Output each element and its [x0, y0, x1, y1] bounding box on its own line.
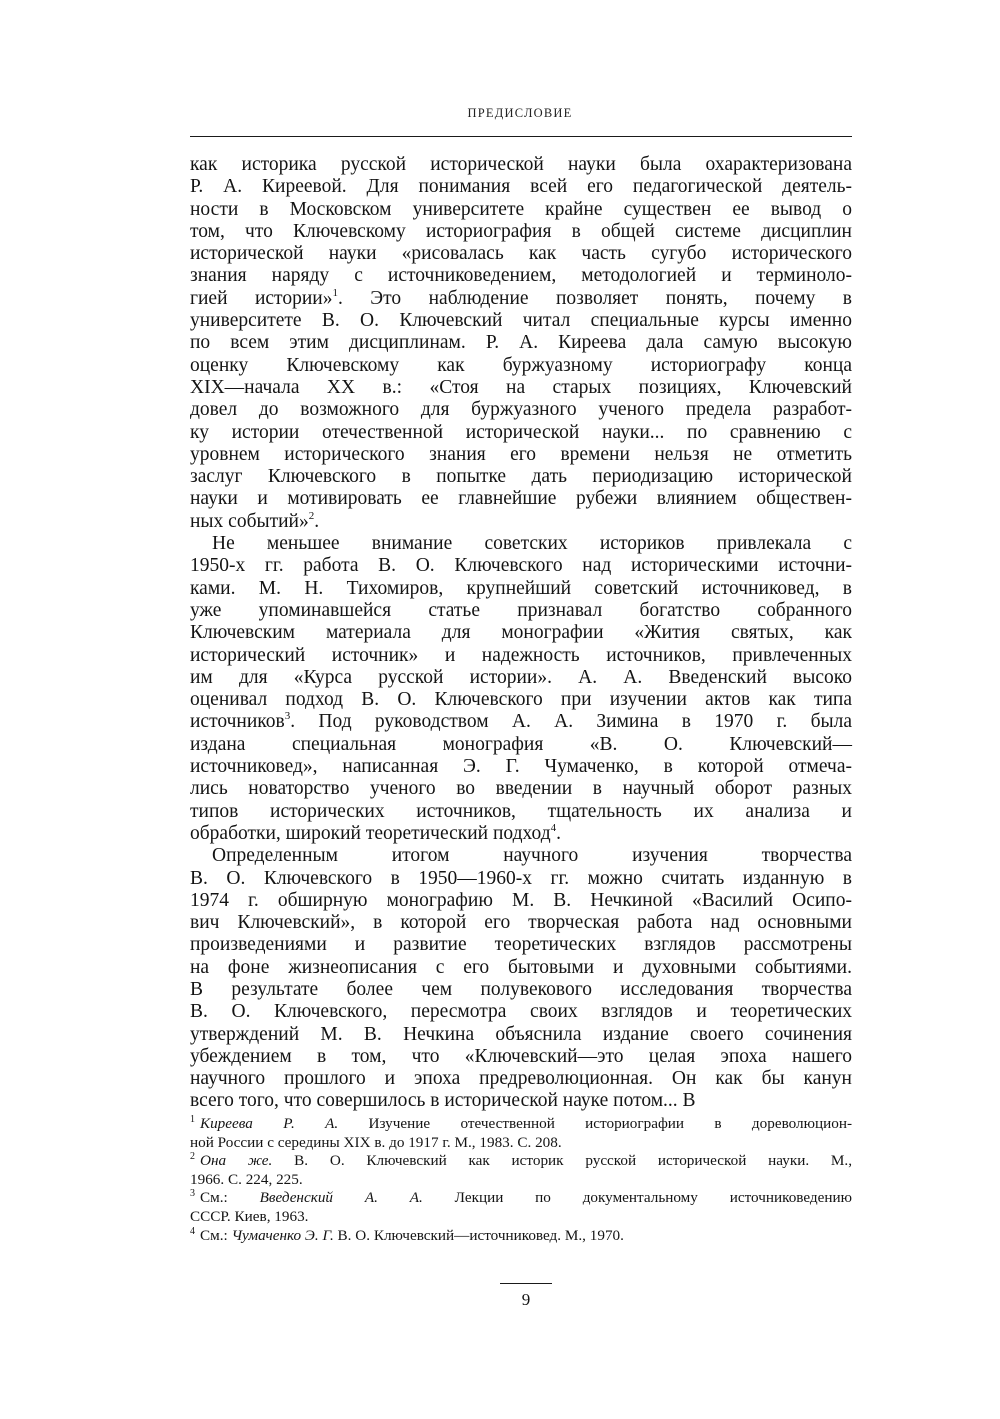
text-line	[190, 912, 852, 934]
text-line	[190, 667, 852, 689]
footnote-line	[190, 1171, 852, 1190]
text-line	[190, 288, 852, 310]
line-text: знания наряду с источниковедением, методологией и терминоло-	[190, 265, 852, 287]
line-text: вич Ключевский», в которой его творческая работа над основными	[190, 912, 852, 934]
footnote-line	[190, 1115, 852, 1134]
body-text	[190, 154, 852, 1113]
text-line	[190, 689, 852, 711]
footnote-prefix: См.:	[200, 1226, 228, 1244]
line-text: науки и мотивировать ее главнейшие рубежи влиянием обществен-	[190, 488, 852, 510]
line-text: на фоне жизнеописания с его бытовыми и духовными событиями.	[190, 956, 852, 978]
line-text: типов исторических источников, тщательность их анализа и	[190, 800, 852, 822]
line-text: 1950-х гг. работа В. О. Ключевского над историческими источни-	[190, 555, 852, 577]
text-line	[190, 533, 852, 555]
text-line	[190, 957, 852, 979]
line-text: всего того, что совершилось в исторической науке потом... В	[190, 1090, 696, 1112]
line-text: Определенным итогом научного изучения творчества	[212, 845, 852, 867]
text-line	[190, 801, 852, 823]
footnote-author: Она же.	[200, 1152, 273, 1170]
text-line	[190, 488, 852, 510]
line-text: ку истории отечественной исторической науки... по сравнению с	[190, 421, 852, 443]
line-text: XIX—начала XX в.: «Стоя на старых позициях, Ключевский	[190, 376, 852, 398]
text-line	[190, 332, 852, 354]
page-number-rule	[500, 1283, 552, 1284]
line-text: исторической науки «рисовалась как часть сугубо исторического	[190, 243, 852, 265]
line-text: ных событий»	[190, 510, 309, 532]
text-line	[190, 778, 852, 800]
line-text: В результате более чем полувекового исследования творчества	[190, 978, 852, 1000]
text-line	[190, 466, 852, 488]
line-text: источниковед», написанная Э. Г. Чумаченко, в которой отмеча-	[190, 756, 852, 778]
text-line	[190, 199, 852, 221]
text-line	[190, 823, 852, 845]
footnote-text: В. О. Ключевский—источниковед. М., 1970.	[337, 1226, 624, 1244]
line-text: заслуг Ключевского в попытке дать периодизацию исторической	[190, 466, 852, 488]
line-text: источников	[190, 711, 285, 733]
line-text: как историка русской исторической науки была охарактеризована	[190, 154, 852, 175]
line-text: обработки, широкий теоретический подход	[190, 822, 551, 844]
line-text: убеждением в том, что «Ключевский—это целая эпоха нашего	[190, 1045, 852, 1067]
text-line	[190, 734, 852, 756]
footnote-reference[interactable]: 1	[332, 286, 338, 299]
text-line	[190, 645, 852, 667]
footnote-reference[interactable]: 2	[308, 509, 315, 522]
line-text: В. О. Ключевского в 1950—1960-х гг. можно считать изданную в	[190, 867, 852, 889]
text-line	[190, 377, 852, 399]
footnotes	[190, 1115, 852, 1245]
line-text: ками. М. Н. Тихомиров, крупнейший советский источниковед, в	[190, 577, 852, 599]
text-line	[190, 511, 852, 533]
footnote-text: Лекции по документальному источниковедению	[454, 1189, 852, 1207]
text-line	[190, 845, 852, 867]
text-line	[190, 422, 852, 444]
line-text-tail: . Под руководством А. А. Зимина в 1970 г. была	[290, 711, 852, 733]
footnote-line	[190, 1208, 852, 1227]
footnote-text: ной России с середины XIX в. до 1917 г. М., 1983. С. 208.	[190, 1133, 562, 1151]
line-text: ности в Московском университете крайне существен ее вывод о	[190, 198, 852, 220]
line-text: Не меньшее внимание советских историков привлекала с	[212, 533, 852, 555]
footnote-author: Киреева Р. А.	[200, 1115, 339, 1132]
footnote-text: Изучение отечественной историографии в дореволюцион-	[368, 1115, 852, 1132]
line-text: довел до возможного для буржуазного ученого предела разработ-	[190, 399, 852, 421]
line-text-tail: .	[314, 510, 320, 532]
text-line	[190, 578, 852, 600]
text-line	[190, 1001, 852, 1023]
line-text: гией истории»	[190, 287, 333, 309]
line-text: Ключевским материала для монографии «Жития святых, как	[190, 622, 852, 644]
text-line	[190, 600, 852, 622]
footnote-number: 4	[190, 1225, 195, 1237]
footnote-line	[190, 1189, 852, 1208]
footnote-number: 3	[190, 1188, 195, 1200]
line-text: исторический источник» и надежность источников, привлеченных	[190, 644, 852, 666]
text-line	[190, 444, 852, 466]
footnote-line	[190, 1227, 852, 1246]
text-line	[190, 176, 852, 198]
text-line	[190, 934, 852, 956]
footnote-text: В. О. Ключевский как историк русской исторической науки. М.,	[294, 1152, 853, 1170]
line-text: 1974 г. обширную монографию М. В. Нечкиной «Василий Осипо-	[190, 889, 852, 911]
text-line	[190, 890, 852, 912]
footnote-prefix: См.:	[200, 1189, 228, 1207]
text-line	[190, 1090, 852, 1112]
line-text: уровнем исторического знания его времени нельзя не отметить	[190, 443, 852, 465]
line-text: произведениями и развитие теоретических взглядов рассмотрены	[190, 934, 852, 956]
footnote-reference[interactable]: 3	[284, 710, 291, 723]
text-line	[190, 756, 852, 778]
line-text: В. О. Ключевского, пересмотра своих взглядов и теоретических	[190, 1001, 852, 1023]
text-line	[190, 1024, 852, 1046]
text-line	[190, 221, 852, 243]
line-text: уже упоминавшейся статье признавал богатство собранного	[190, 599, 852, 621]
footnote-number: 1	[190, 1114, 195, 1125]
line-text: им для «Курса русской истории». А. А. Введенский высоко	[190, 666, 852, 688]
line-text-tail: . Это наблюдение позволяет понять, почему в	[337, 287, 852, 309]
text-line	[190, 243, 852, 265]
line-text: лись новаторство ученого во введении в научный оборот разных	[190, 778, 852, 800]
line-text: утверждений М. В. Нечкина объяснила издание своего сочинения	[190, 1023, 852, 1045]
footnote-text: СССР. Киев, 1963.	[190, 1207, 309, 1225]
text-line	[190, 622, 852, 644]
footnote-line	[190, 1134, 852, 1153]
text-line	[190, 979, 852, 1001]
line-text: университете В. О. Ключевский читал специальные курсы именно	[190, 310, 852, 332]
line-text: том, что Ключевскому историография в общей системе дисциплин	[190, 220, 852, 242]
page-number: 9	[521, 1290, 531, 1309]
text-line	[190, 1046, 852, 1068]
line-text: по всем этим дисциплинам. Р. А. Киреева дала самую высокую	[190, 332, 852, 354]
line-text: оценку Ключевскому как буржуазному историографу конца	[190, 354, 852, 376]
line-text: издана специальная монография «В. О. Ключевский—	[190, 733, 852, 755]
footnote-author: Чумаченко Э. Г.	[231, 1226, 334, 1244]
text-line	[190, 868, 852, 890]
text-line	[190, 1068, 852, 1090]
line-text: оценивал подход В. О. Ключевского при изучении актов как типа	[190, 689, 852, 711]
footnote-reference[interactable]: 4	[550, 821, 557, 834]
text-line	[190, 265, 852, 287]
footnote-line	[190, 1152, 852, 1171]
footnote-text: 1966. С. 224, 225.	[190, 1170, 303, 1188]
text-line	[190, 355, 852, 377]
header-rule	[190, 136, 852, 137]
text-line	[190, 711, 852, 733]
text-line	[190, 555, 852, 577]
text-line	[190, 399, 852, 421]
footnote-number: 2	[190, 1151, 195, 1163]
text-line	[190, 310, 852, 332]
footnote-author: Введенский А. А.	[259, 1189, 423, 1207]
text-line	[190, 154, 852, 176]
line-text: Р. А. Киреевой. Для понимания всей его педагогической деятель-	[190, 176, 852, 198]
running-head: ПРЕДИСЛОВИЕ	[467, 106, 573, 120]
line-text: научного прошлого и эпоха предреволюционная. Он как бы канун	[190, 1068, 852, 1090]
line-text-tail: .	[556, 822, 561, 844]
